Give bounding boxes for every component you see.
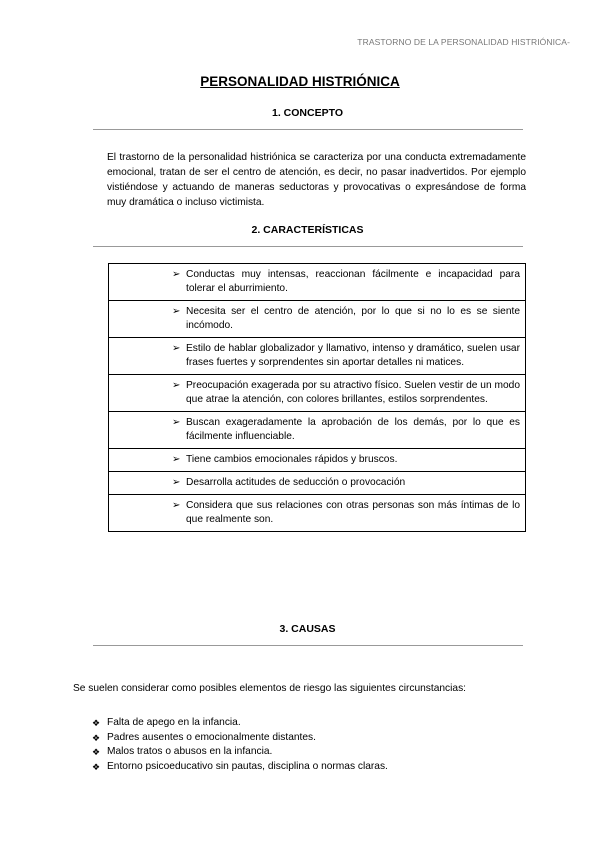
arrow-bullet-icon: ➢ xyxy=(172,500,181,511)
cause-text: Entorno psicoeducativo sin pautas, disciplina o normas claras. xyxy=(107,760,388,772)
section-divider xyxy=(93,246,523,247)
characteristic-text: Conductas muy intensas, reaccionan fácilmente e incapacidad para tolerar el aburrimiento. xyxy=(186,269,520,294)
list-item xyxy=(92,731,388,746)
characteristic-text: Preocupación exagerada por su atractivo físico. Suelen vestir de un modo que atrae la atención, con colores brillantes, estilos sorprendentes. xyxy=(186,380,520,405)
table-row xyxy=(109,264,526,301)
table-cell xyxy=(109,495,526,532)
table-cell xyxy=(109,301,526,338)
cause-text: Malos tratos o abusos en la infancia. xyxy=(107,746,273,757)
document-title: PERSONALIDAD HISTRIÓNICA xyxy=(200,74,400,89)
arrow-bullet-icon: ➢ xyxy=(172,454,181,465)
table-row xyxy=(109,375,526,412)
section-divider xyxy=(93,645,523,646)
characteristic-text: Considera que sus relaciones con otras personas son más íntimas de lo que realmente son. xyxy=(186,500,520,525)
diamond-bullet-icon: ❖ xyxy=(92,732,101,743)
arrow-bullet-icon: ➢ xyxy=(172,306,181,317)
diamond-bullet-icon: ❖ xyxy=(92,761,101,772)
causes-list xyxy=(92,716,388,774)
arrow-bullet-icon: ➢ xyxy=(172,380,181,391)
table-cell xyxy=(109,472,526,495)
table-row xyxy=(109,449,526,472)
list-item xyxy=(92,760,388,775)
section-heading-causas: 3. CAUSAS xyxy=(279,623,336,635)
causas-intro: Se suelen considerar como posibles elementos de riesgo las siguientes circunstancias: xyxy=(73,683,466,694)
diamond-bullet-icon: ❖ xyxy=(92,747,101,757)
arrow-bullet-icon: ➢ xyxy=(172,477,181,488)
section-heading-caracteristicas: 2. CARACTERÍSTICAS xyxy=(251,224,364,236)
list-item xyxy=(92,716,388,731)
characteristic-text: Necesita ser el centro de atención, por lo que si no lo es se siente incómodo. xyxy=(186,306,520,331)
arrow-bullet-icon: ➢ xyxy=(172,269,181,280)
table-cell xyxy=(109,375,526,412)
table-cell xyxy=(109,449,526,472)
diamond-bullet-icon: ❖ xyxy=(92,718,101,728)
table-cell xyxy=(109,412,526,449)
arrow-bullet-icon: ➢ xyxy=(172,417,181,428)
cause-text: Padres ausentes o emocionalmente distantes. xyxy=(107,731,316,743)
table-cell xyxy=(109,338,526,375)
concepto-paragraph: El trastorno de la personalidad histriónica se caracteriza por una conducta extremadamente emocional, tratan de ser el centro de atención, es decir, no pasar inadvertidos. Por ejemplo vistiéndose y actuando de maneras seductoras y provocativas o expresándose de forma muy dramática o incluso victimista. xyxy=(107,152,526,208)
characteristic-text: Estilo de hablar globalizador y llamativo, intenso y dramático, suelen usar frases fuertes y sorprendentes sin aportar detalles ni matices. xyxy=(186,343,520,368)
table-row xyxy=(109,412,526,449)
list-item xyxy=(92,745,388,760)
arrow-bullet-icon: ➢ xyxy=(172,343,181,354)
characteristic-text: Tiene cambios emocionales rápidos y bruscos. xyxy=(186,454,398,465)
running-header: TRASTORNO DE LA PERSONALIDAD HISTRIÓNICA- xyxy=(357,37,570,47)
table-cell xyxy=(109,264,526,301)
section-heading-concepto: 1. CONCEPTO xyxy=(272,107,343,119)
characteristic-text: Buscan exageradamente la aprobación de los demás, por lo que es fácilmente influenciable. xyxy=(186,417,520,442)
cause-text: Falta de apego en la infancia. xyxy=(107,717,241,728)
table-row xyxy=(109,472,526,495)
table-row xyxy=(109,301,526,338)
section-divider xyxy=(93,129,523,130)
table-row xyxy=(109,338,526,375)
characteristic-text: Desarrolla actitudes de seducción o provocación xyxy=(186,477,406,488)
table-row xyxy=(109,495,526,532)
characteristics-table xyxy=(108,263,526,532)
